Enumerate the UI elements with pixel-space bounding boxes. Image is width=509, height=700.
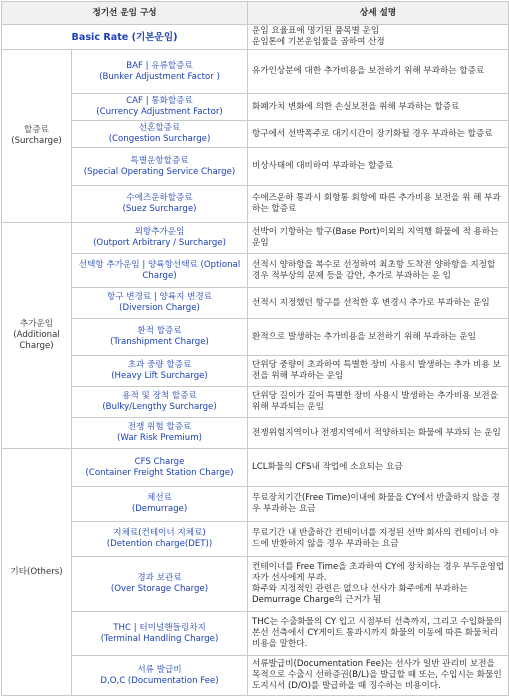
table-row <box>2 612 509 656</box>
item-en: (Outport Arbitrary / Surcharge) <box>93 238 226 248</box>
item-cell <box>72 449 248 487</box>
item-en: (Detention charge(DET)) <box>106 539 213 549</box>
item-en: (Terminal Handling Charge) <box>100 633 219 644</box>
item-cell <box>72 522 248 557</box>
item-en: (Congestion Surcharge) <box>108 134 211 144</box>
item-en: (Over Storage Charge) <box>110 584 209 594</box>
item-desc: 수에즈운하 통과시 회항통 회항에 따른 추가비용 보전을 위 해 부과하는 할증료 <box>248 186 509 223</box>
item-desc: THC는 수출화물의 CY 입고 시점부터 선측까지, 그리고 수입화물의 본선 선측에서 CY게이트 통과시까지 화물의 이동에 따른 화물처리비용을 말한다. <box>248 612 509 656</box>
table-row <box>2 254 509 288</box>
item-cell <box>72 148 248 186</box>
item-en: (Diversion Charge) <box>119 303 200 313</box>
item-cell <box>72 557 248 612</box>
item-ko: 항구 변경료 | 양륙지 변경료 <box>106 292 213 302</box>
item-en: (Demurrage) <box>131 504 188 514</box>
table-row <box>2 121 509 148</box>
item-ko: 특별운항할증료 <box>130 155 189 166</box>
item-cell <box>72 94 248 121</box>
item-en: (Bunker Adjustment Factor ) <box>99 71 220 82</box>
table-row <box>2 94 509 121</box>
item-cell <box>72 356 248 387</box>
item-desc: 서류발급비(Documentation Fee)는 선사가 일반 관리비 보전을 목적으로 수출시 선하증권(B/L)을 발급할 때 또는, 수입시는 화물인도지시서 (D/O)를 발급하을 때 징수하는 비용이다. <box>248 656 509 696</box>
item-desc: 항구에서 선박폭주로 대기시간이 장기화될 경우 부과하는 할증료 <box>248 121 509 148</box>
basic-rate-desc: 운임 요율표에 명기된 품목별 운임 운임톤에 기본운임률을 곱하여 산정 <box>248 25 509 50</box>
item-desc: 단위당 중량이 초과하여 특별한 장비 사용시 발생하는 추가 비용 보전을 위해 부과하는 운임 <box>248 356 509 387</box>
table-row <box>2 449 509 487</box>
table-row <box>2 25 509 50</box>
item-cell <box>72 612 248 656</box>
item-ko: 체선료 <box>147 493 172 503</box>
item-ko: THC | 터미널핸들링차지 <box>113 622 206 633</box>
table-row <box>2 148 509 186</box>
item-desc: 무료장치기간(Free Time)이내에 화물을 CY에서 반출하지 않을 경우 부과하는 요금 <box>248 487 509 522</box>
item-en: D,O,C (Documentation Fee) <box>100 675 219 686</box>
item-en: (War Risk Premium) <box>117 433 202 443</box>
item-ko: 용적 및 장척 할증료 <box>122 391 197 401</box>
basic-rate-label: Basic Rate (기본운임) <box>2 25 248 50</box>
item-cell <box>72 121 248 148</box>
item-desc: 컨테이너를 Free Time을 초과하여 CY에 장치하는 경우 부두운영업자가 선사에게 부과. 화주와 지정적인 관련은 없으나 선사가 화주에게 부과하는 Demurrage Charge의 근거가 됨 <box>248 557 509 612</box>
table-row <box>2 356 509 387</box>
table-row <box>2 50 509 94</box>
item-cell <box>72 319 248 356</box>
item-cell <box>72 50 248 94</box>
item-cell <box>72 387 248 418</box>
item-ko: 서류 발급비 <box>137 664 182 675</box>
item-ko: 환적 할증료 <box>137 326 182 336</box>
item-desc: 선적시 지정했던 항구를 선적한 후 변경시 추가로 부과하는 운임 <box>248 288 509 319</box>
group-surcharge: 할증료 (Surcharge) <box>2 50 72 223</box>
table-row <box>2 186 509 223</box>
item-en: (Container Freight Station Charge) <box>85 467 234 478</box>
item-en: (Currency Adjustment Factor) <box>96 107 223 117</box>
freight-table <box>1 1 509 696</box>
item-en: (Transhipment Charge) <box>110 337 209 347</box>
item-en: (Suez Surcharge) <box>122 204 197 214</box>
item-ko: 지체료(컨테이너 지체료) <box>113 528 206 538</box>
item-ko: 초과 중량 할증료 <box>127 360 192 370</box>
table-row <box>2 418 509 449</box>
table-row <box>2 487 509 522</box>
item-desc: 유가인상분에 대한 추가비용을 보전하기 위해 부과하는 할증료 <box>248 50 509 94</box>
group-others: 기타(Others) <box>2 449 72 696</box>
header-item: 정기선 운임 구성 <box>2 2 248 25</box>
table-row <box>2 223 509 254</box>
item-desc: 선적시 양하항을 복수로 선정하여 최초항 도착전 양하항을 지정할 경우 적부상의 문제 등을 감안, 추가로 부과하는 운 임 <box>248 254 509 288</box>
table-row <box>2 387 509 418</box>
item-cell <box>72 418 248 449</box>
item-cell <box>72 288 248 319</box>
item-cell <box>72 254 248 288</box>
item-cell <box>72 186 248 223</box>
item-desc: 무료기간 내 반출하간 컨테이너를 지정된 선박 회사의 컨테이너 야드에 반환하지 않을 경우 부과하는 요금 <box>248 522 509 557</box>
item-ko: 수에즈운하할증료 <box>126 193 193 203</box>
item-desc: 화폐가치 변화에 의한 손실보전을 위해 부과하는 할증료 <box>248 94 509 121</box>
item-desc: 비상사태에 대비하여 부과하는 할증료 <box>248 148 509 186</box>
item-ko: BAF | 유류할증료 <box>126 60 193 71</box>
item-cell <box>72 223 248 254</box>
item-desc: 환적으로 발생하는 추가비용을 보전하기 위해 부과하는 운임 <box>248 319 509 356</box>
item-cell <box>72 487 248 522</box>
item-ko: 전쟁 위험 할증료 <box>127 422 192 432</box>
header-desc: 상세 설명 <box>248 2 509 25</box>
item-desc: 단위당 길이가 길어 특별한 장비 사용시 발생하는 추가비용 보전을 위해 부과되는 운임 <box>248 387 509 418</box>
item-ko: 외항추가운임 <box>134 227 185 237</box>
item-ko: CFS Charge <box>134 456 185 467</box>
item-desc: 선박이 기항하는 항구(Base Port)이외의 지역행 화물에 적 용하는 운임 <box>248 223 509 254</box>
item-desc: LCL화물의 CFS내 작업에 소요되는 요금 <box>248 449 509 487</box>
table-row <box>2 656 509 696</box>
item-ko: CAF | 통화할증료 <box>126 96 193 106</box>
item-en: (Bulky/Lengthy Surcharge) <box>102 402 217 412</box>
item-en: (Heavy Lift Surcharge) <box>111 371 208 381</box>
table-row <box>2 557 509 612</box>
item-ko: 선택항 추가운임 | 양륙항선택료 (Optional Charge) <box>78 259 241 281</box>
item-en: (Special Operating Service Charge) <box>83 166 236 177</box>
item-desc: 전쟁위험지역이나 전쟁지역에서 적양하되는 화물에 부과되 는 운임 <box>248 418 509 449</box>
table-row <box>2 319 509 356</box>
group-additional: 추가운임(Additional Charge) <box>2 223 72 449</box>
table-row <box>2 288 509 319</box>
table-header-row <box>2 2 509 25</box>
item-ko: 경과 보관료 <box>137 573 182 583</box>
item-ko: 선혼할증료 <box>138 123 181 133</box>
item-cell <box>72 656 248 696</box>
table-row <box>2 522 509 557</box>
